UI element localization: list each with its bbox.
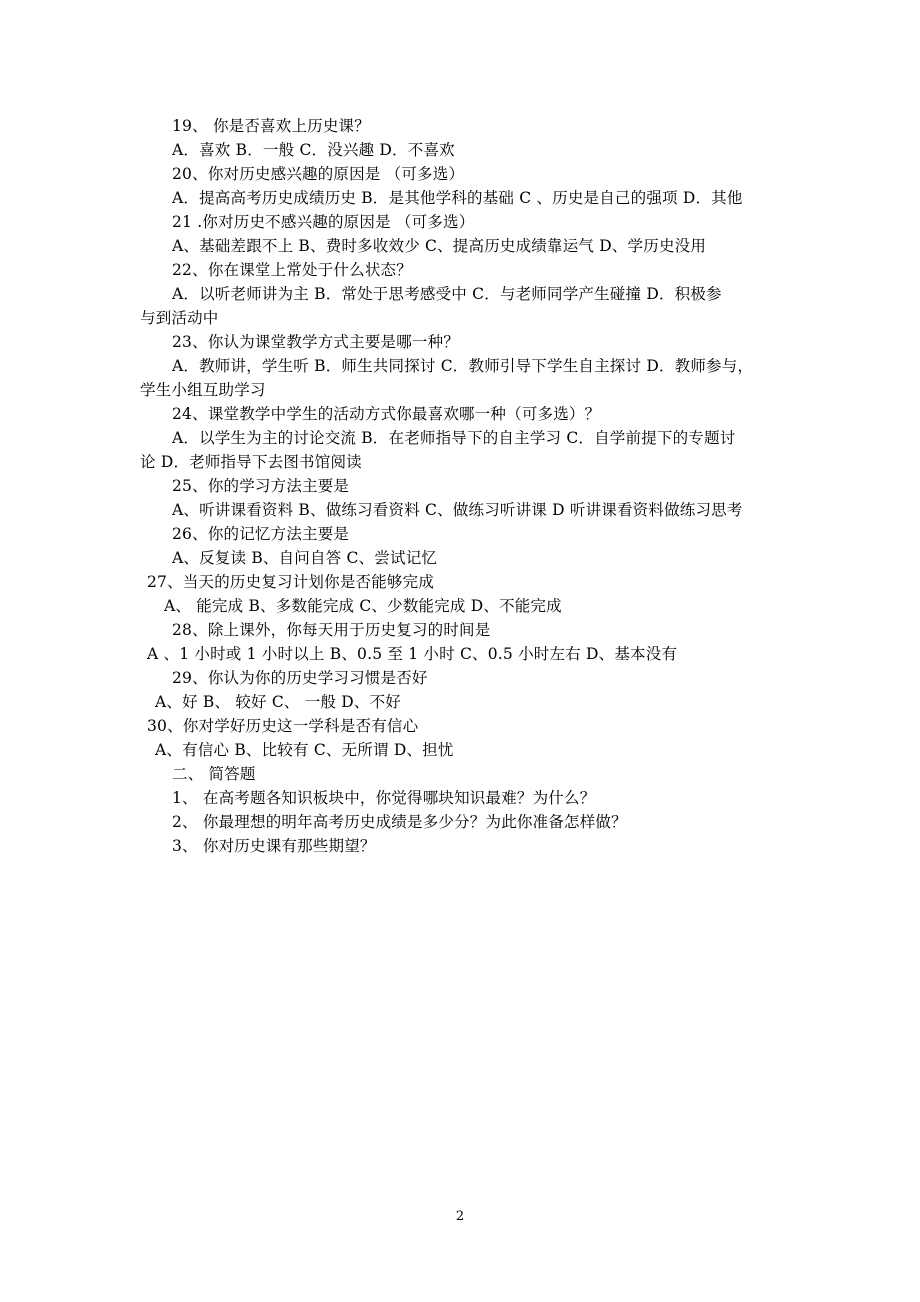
question-30-options: A、有信心 B、比较有 C、无所谓 D、担忧 <box>155 741 454 759</box>
short-answer-1: 1、 在高考题各知识板块中，你觉得哪块知识最难？为什么？ <box>172 789 596 807</box>
page-number: 2 <box>455 1209 465 1224</box>
question-22: 22、你在课堂上常处于什么状态？ <box>172 261 412 279</box>
question-29-options: A、好 B、 较好 C、 一般 D、不好 <box>155 693 402 711</box>
question-24: 24、课堂教学中学生的活动方式你最喜欢哪一种（可多选）？ <box>172 405 601 423</box>
short-answer-3: 3、 你对历史课有那些期望？ <box>172 837 376 855</box>
question-27-options: A、 能完成 B、多数能完成 C、少数能完成 D、不能完成 <box>164 597 562 615</box>
question-25-options: A、听讲课看资料 B、做练习看资料 C、做练习听讲课 D 听讲课看资料做练习思考 <box>172 501 743 519</box>
question-23-options-cont: 学生小组互助学习 <box>140 381 266 399</box>
question-21: 21 .你对历史不感兴趣的原因是 （可多选） <box>172 213 475 231</box>
question-28-options: A 、1 小时或 1 小时以上 B、0.5 至 1 小时 C、0.5 小时左右 D、基本没有 <box>147 645 678 663</box>
question-20: 20、你对历史感兴趣的原因是 （可多选） <box>172 165 465 183</box>
question-28: 28、除上课外，你每天用于历史复习的时间是 <box>172 621 491 639</box>
question-29: 29、你认为你的历史学习习惯是否好 <box>172 669 428 687</box>
question-27: 27、当天的历史复习计划你是否能够完成 <box>147 573 435 591</box>
question-23-options: A．教师讲，学生听 B．师生共同探讨 C．教师引导下学生自主探讨 D．教师参与， <box>172 357 754 375</box>
question-20-options: A．提高高考历史成绩历史 B．是其他学科的基础 C 、历史是自己的强项 D．其他 <box>172 189 743 207</box>
question-23: 23、你认为课堂教学方式主要是哪一种？ <box>172 333 460 351</box>
question-19-options: A．喜欢 B．一般 C．没兴趣 D．不喜欢 <box>172 141 455 159</box>
short-answer-2: 2、 你最理想的明年高考历史成绩是多少分？为此你准备怎样做？ <box>172 813 627 831</box>
question-26: 26、你的记忆方法主要是 <box>172 525 350 543</box>
question-22-options-cont: 与到活动中 <box>140 309 219 327</box>
question-24-options: A．以学生为主的讨论交流 B．在老师指导下的自主学习 C．自学前提下的专题讨 <box>172 429 736 447</box>
question-26-options: A、反复读 B、自问自答 C、尝试记忆 <box>172 549 438 567</box>
question-24-options-cont: 论 D．老师指导下去图书馆阅读 <box>140 453 362 471</box>
question-21-options: A、基础差跟不上 B、费时多收效少 C、提高历史成绩靠运气 D、学历史没用 <box>172 237 707 255</box>
question-22-options: A．以听老师讲为主 B．常处于思考感受中 C．与老师同学产生碰撞 D．积极参 <box>172 285 722 303</box>
question-30: 30、你对学好历史这一学科是否有信心 <box>147 717 419 735</box>
section-heading-short-answer: 二、 简答题 <box>172 765 256 783</box>
question-19: 19、 你是否喜欢上历史课？ <box>172 117 370 135</box>
question-25: 25、你的学习方法主要是 <box>172 477 350 495</box>
